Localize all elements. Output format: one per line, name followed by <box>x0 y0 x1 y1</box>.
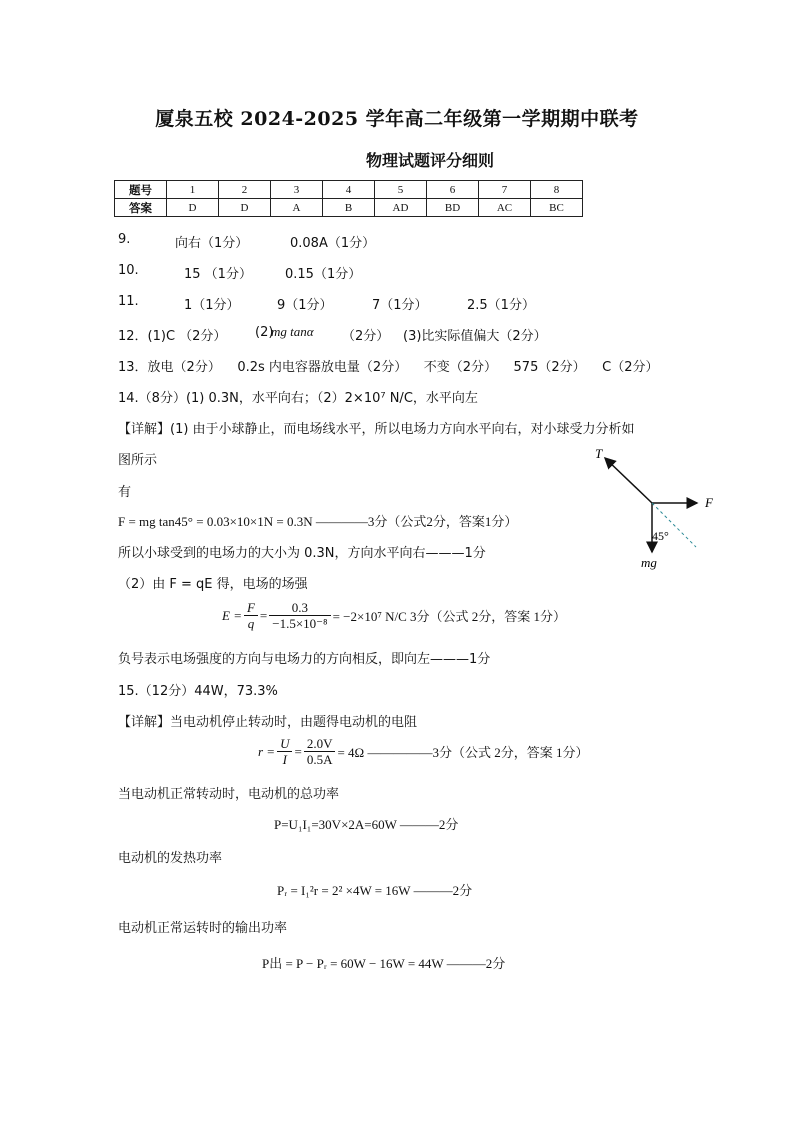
eq-r-numerator-u: U <box>277 736 292 752</box>
question-number-cell: 1 <box>167 181 219 199</box>
q15-equation1 <box>258 736 588 767</box>
question-number-cell: 4 <box>323 181 375 199</box>
label-mg: mg <box>641 555 657 570</box>
q10-answer-a: 15 （1分） <box>184 267 252 282</box>
q11-answer-d: 2.5（1分） <box>467 298 535 313</box>
q11-number: 11. <box>118 294 139 309</box>
eq-r-equals: = <box>294 743 302 759</box>
force-diagram <box>585 440 725 575</box>
q14-detail-line2: 图所示 <box>118 453 158 468</box>
q15-equation4: P出 = P − Pᵣ = 60W − 16W = 44W ———2分 <box>262 956 506 971</box>
q10-answer-b: 0.15（1分） <box>285 267 362 282</box>
q11-answer-c: 7（1分） <box>372 298 428 313</box>
q14-force-line: 所以小球受到的电场力的大小为 0.3N，方向水平向右———1分 <box>118 546 486 561</box>
eq2-equals: = <box>259 607 268 623</box>
q9-answer-b: 0.08A（1分） <box>290 236 376 251</box>
table-row <box>115 199 583 217</box>
eq-r-denominator: 0.5A <box>306 752 333 767</box>
answer-table <box>114 180 583 217</box>
label-t: T <box>595 446 603 461</box>
q12-part2-label: (2) <box>255 325 274 340</box>
q12-formula: mg tanα <box>271 324 314 339</box>
q15-equation2: P=U₁I₁=30V×2A=60W ———2分 <box>274 817 459 832</box>
label-f: F <box>705 495 713 510</box>
q14-equation1: F = mg tan45° = 0.03×10×1N = 0.3N ————3分（公式2分，答案1分） <box>118 514 518 529</box>
question-number-cell: 5 <box>375 181 427 199</box>
q14-detail-line1: 【详解】(1) 由于小球静止，而电场线水平，所以电场力方向水平向右，对小球受力分析如 <box>118 422 635 437</box>
answer-cell: AD <box>375 199 427 217</box>
eq-r-rhs: = 4Ω —————3分（公式 2分，答案 1分） <box>337 745 589 760</box>
page-title: 厦泉五校 2024-2025 学年高二年级第一学期期中联考 <box>155 108 639 130</box>
answer-cell: BC <box>531 199 583 217</box>
q12-part3: (3)比实际值偏大（2分） <box>403 329 547 344</box>
q10-number: 10. <box>118 263 139 278</box>
eq2-rhs: = −2×10⁷ N/C 3分（公式 2分，答案 1分） <box>332 609 567 624</box>
question-number-cell: 7 <box>479 181 531 199</box>
label-angle: 45° <box>652 529 669 543</box>
eq-r-lhs: r = <box>258 743 276 759</box>
eq2-fraction-symbolic <box>244 600 258 631</box>
eq2-fraction-numeric <box>269 600 330 631</box>
q9-number: 9. <box>118 232 131 247</box>
page-subtitle: 物理试题评分细则 <box>365 151 494 170</box>
q12-part1: 12．(1)C （2分） <box>118 329 227 344</box>
eq2-lhs: E = <box>222 607 242 623</box>
q15-text2: 当电动机正常转动时，电动机的总功率 <box>118 787 340 802</box>
question-number-cell: 2 <box>219 181 271 199</box>
eq-r-numerator: 2.0V <box>304 736 336 752</box>
eq2-numerator: 0.3 <box>269 600 330 616</box>
eq2-numerator-f: F <box>244 600 258 616</box>
question-number-cell: 3 <box>271 181 323 199</box>
q13-answer: 13．放电（2分） 0.2s 内电容器放电量（2分） 不变（2分） 575（2分） C（2分） <box>118 360 659 375</box>
eq2-denominator: −1.5×10⁻⁸ <box>272 616 328 631</box>
eq-r-denominator-i: I <box>282 752 287 767</box>
q15-text4: 电动机正常运转时的输出功率 <box>118 921 288 936</box>
q15-equation3: Pᵣ = I₁²r = 2² ×4W = 16W ———2分 <box>277 883 473 898</box>
answer-cell: B <box>323 199 375 217</box>
q12-part2-score: （2分） <box>342 329 390 344</box>
table-header-cell: 题号 <box>115 181 167 199</box>
answer-cell: D <box>167 199 219 217</box>
answer-cell: BD <box>427 199 479 217</box>
question-number-cell: 6 <box>427 181 479 199</box>
answer-cell: D <box>219 199 271 217</box>
q14-negative-note: 负号表示电场强度的方向与电场力的方向相反，即向左———1分 <box>118 652 491 667</box>
tension-arrow <box>605 458 652 503</box>
q15-detail: 【详解】当电动机停止转动时，由题得电动机的电阻 <box>118 715 418 730</box>
eq2-denominator-q: q <box>247 616 255 631</box>
q14-you: 有 <box>118 485 132 500</box>
q14-equation2 <box>222 600 566 631</box>
table-header-cell: 答案 <box>115 199 167 217</box>
q11-answer-b: 9（1分） <box>277 298 333 313</box>
q9-answer-a: 向右（1分） <box>175 236 249 251</box>
eq-r-fraction-symbolic <box>277 736 292 767</box>
q15-head: 15.（12分）44W，73.3% <box>118 684 278 699</box>
q14-head: 14.（8分）(1) 0.3N，水平向右；（2）2×10⁷ N/C，水平向左 <box>118 391 478 406</box>
q15-text3: 电动机的发热功率 <box>118 851 223 866</box>
answer-cell: AC <box>479 199 531 217</box>
question-number-cell: 8 <box>531 181 583 199</box>
eq-r-fraction-numeric <box>304 736 336 767</box>
answer-cell: A <box>271 199 323 217</box>
table-row <box>115 181 583 199</box>
q14-part2: （2）由 F = qE 得，电场的场强 <box>118 577 308 592</box>
q11-answer-a: 1（1分） <box>184 298 240 313</box>
